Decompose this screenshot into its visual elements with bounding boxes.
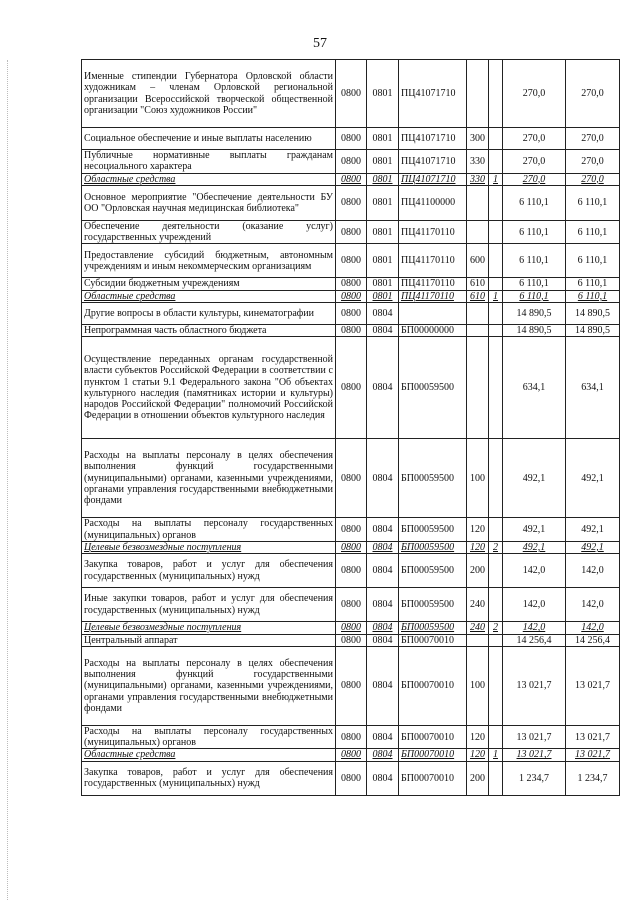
table-row <box>82 634 620 646</box>
table-row <box>82 185 620 220</box>
amount-year-1: 492,1 <box>503 541 566 553</box>
row-name: Непрограммная часть областного бюджета <box>82 325 336 337</box>
table-row <box>82 220 620 244</box>
margin-dotted-line <box>7 60 8 900</box>
razdel-code: 0800 <box>336 634 367 646</box>
row-name: Закупка товаров, работ и услуг для обеспечения государственных (муниципальных) нужд <box>82 554 336 588</box>
podrazdel-code: 0801 <box>367 220 399 244</box>
target-article: ПЦ41071710 <box>399 173 467 185</box>
razdel-code: 0800 <box>336 761 367 795</box>
funding-source <box>489 646 503 725</box>
razdel-code: 0800 <box>336 128 367 150</box>
row-name: Осуществление переданных органам государственной власти субъектов Российской Федерации в соответствии с пунктом 1 статьи 9.1 Федерального закона "Об объектах культурного наследия (памятниках истории и культуры) народов Российской Федерации" полномочий Российской Федерации в отношении объектов культурного наследия <box>82 337 336 439</box>
table-row <box>82 439 620 518</box>
target-article: ПЦ41170110 <box>399 220 467 244</box>
amount-year-2: 270,0 <box>566 128 620 150</box>
amount-year-1: 14 890,5 <box>503 303 566 325</box>
razdel-code: 0800 <box>336 725 367 749</box>
expense-type <box>467 634 489 646</box>
target-article: ПЦ41071710 <box>399 60 467 128</box>
target-article: БП00070010 <box>399 725 467 749</box>
row-name: Центральный аппарат <box>82 634 336 646</box>
amount-year-1: 6 110,1 <box>503 244 566 278</box>
target-article: БП00059500 <box>399 337 467 439</box>
razdel-code: 0800 <box>336 278 367 290</box>
podrazdel-code: 0804 <box>367 749 399 761</box>
row-name: Социальное обеспечение и иные выплаты населению <box>82 128 336 150</box>
amount-year-2: 6 110,1 <box>566 290 620 302</box>
razdel-code: 0800 <box>336 337 367 439</box>
podrazdel-code: 0804 <box>367 325 399 337</box>
target-article: ПЦ41170110 <box>399 244 467 278</box>
target-article: ПЦ41071710 <box>399 128 467 150</box>
expense-type: 300 <box>467 128 489 150</box>
razdel-code: 0800 <box>336 220 367 244</box>
amount-year-1: 142,0 <box>503 588 566 622</box>
amount-year-1: 6 110,1 <box>503 220 566 244</box>
expense-type: 120 <box>467 518 489 542</box>
target-article: БП00059500 <box>399 541 467 553</box>
amount-year-1: 492,1 <box>503 518 566 542</box>
podrazdel-code: 0804 <box>367 634 399 646</box>
table-row <box>82 278 620 290</box>
table-row <box>82 150 620 174</box>
row-name: Целевые безвозмездные поступления <box>82 622 336 634</box>
funding-source <box>489 150 503 174</box>
target-article: ПЦ41100000 <box>399 185 467 220</box>
amount-year-2: 492,1 <box>566 439 620 518</box>
funding-source <box>489 128 503 150</box>
razdel-code: 0800 <box>336 173 367 185</box>
amount-year-1: 6 110,1 <box>503 278 566 290</box>
target-article: БП00070010 <box>399 634 467 646</box>
row-name: Именные стипендии Губернатора Орловской области художникам – членам Орловской региональной организации Всероссийской творческой общественной организации "Союз художников России" <box>82 60 336 128</box>
table-row <box>82 128 620 150</box>
funding-source: 1 <box>489 290 503 302</box>
podrazdel-code: 0804 <box>367 725 399 749</box>
funding-source <box>489 220 503 244</box>
expense-type: 240 <box>467 588 489 622</box>
podrazdel-code: 0801 <box>367 128 399 150</box>
expense-type <box>467 185 489 220</box>
expense-type: 330 <box>467 173 489 185</box>
amount-year-1: 492,1 <box>503 439 566 518</box>
row-name: Основное мероприятие "Обеспечение деятельности БУ ОО "Орловская научная медицинская библиотека" <box>82 185 336 220</box>
target-article: ПЦ41170110 <box>399 278 467 290</box>
podrazdel-code: 0804 <box>367 646 399 725</box>
amount-year-2: 492,1 <box>566 541 620 553</box>
table-row <box>82 541 620 553</box>
amount-year-2: 270,0 <box>566 150 620 174</box>
funding-source <box>489 303 503 325</box>
funding-source: 2 <box>489 541 503 553</box>
amount-year-2: 492,1 <box>566 518 620 542</box>
funding-source <box>489 588 503 622</box>
expense-type: 200 <box>467 554 489 588</box>
amount-year-1: 14 890,5 <box>503 325 566 337</box>
funding-source <box>489 634 503 646</box>
row-name: Субсидии бюджетным учреждениям <box>82 278 336 290</box>
row-name: Публичные нормативные выплаты гражданам несоциального характера <box>82 150 336 174</box>
row-name: Расходы на выплаты персоналу государственных (муниципальных) органов <box>82 518 336 542</box>
razdel-code: 0800 <box>336 622 367 634</box>
expense-type <box>467 325 489 337</box>
expense-type: 600 <box>467 244 489 278</box>
razdel-code: 0800 <box>336 439 367 518</box>
razdel-code: 0800 <box>336 646 367 725</box>
amount-year-2: 634,1 <box>566 337 620 439</box>
expense-type: 120 <box>467 749 489 761</box>
expense-type: 100 <box>467 646 489 725</box>
table-row <box>82 518 620 542</box>
target-article: БП00070010 <box>399 646 467 725</box>
target-article: ПЦ41071710 <box>399 150 467 174</box>
podrazdel-code: 0804 <box>367 303 399 325</box>
amount-year-1: 270,0 <box>503 60 566 128</box>
amount-year-2: 270,0 <box>566 173 620 185</box>
funding-source <box>489 439 503 518</box>
amount-year-1: 634,1 <box>503 337 566 439</box>
razdel-code: 0800 <box>336 325 367 337</box>
expense-type: 120 <box>467 541 489 553</box>
target-article: БП00070010 <box>399 761 467 795</box>
expense-type: 330 <box>467 150 489 174</box>
expense-type: 610 <box>467 278 489 290</box>
podrazdel-code: 0804 <box>367 761 399 795</box>
amount-year-1: 142,0 <box>503 622 566 634</box>
row-name: Предоставление субсидий бюджетным, автономным учреждениям и иным некоммерческим организациям <box>82 244 336 278</box>
funding-source <box>489 337 503 439</box>
table-row <box>82 725 620 749</box>
table-row <box>82 588 620 622</box>
row-name: Областные средства <box>82 290 336 302</box>
expense-type <box>467 337 489 439</box>
podrazdel-code: 0801 <box>367 185 399 220</box>
razdel-code: 0800 <box>336 518 367 542</box>
row-name: Расходы на выплаты персоналу в целях обеспечения выполнения функций государственными (муниципальными) органами, казенными учреждениями, органами управления государственными внебюджетными фондами <box>82 439 336 518</box>
target-article: БП00000000 <box>399 325 467 337</box>
podrazdel-code: 0801 <box>367 278 399 290</box>
row-name: Расходы на выплаты персоналу государственных (муниципальных) органов <box>82 725 336 749</box>
table-row <box>82 244 620 278</box>
podrazdel-code: 0804 <box>367 588 399 622</box>
razdel-code: 0800 <box>336 303 367 325</box>
amount-year-2: 6 110,1 <box>566 220 620 244</box>
amount-year-1: 14 256,4 <box>503 634 566 646</box>
funding-source: 2 <box>489 622 503 634</box>
expense-type <box>467 60 489 128</box>
razdel-code: 0800 <box>336 185 367 220</box>
table-row <box>82 646 620 725</box>
table-row <box>82 290 620 302</box>
amount-year-1: 142,0 <box>503 554 566 588</box>
razdel-code: 0800 <box>336 541 367 553</box>
amount-year-1: 1 234,7 <box>503 761 566 795</box>
amount-year-1: 13 021,7 <box>503 725 566 749</box>
razdel-code: 0800 <box>336 749 367 761</box>
podrazdel-code: 0801 <box>367 150 399 174</box>
target-article <box>399 303 467 325</box>
expense-type <box>467 220 489 244</box>
amount-year-2: 14 890,5 <box>566 303 620 325</box>
podrazdel-code: 0801 <box>367 60 399 128</box>
amount-year-1: 13 021,7 <box>503 646 566 725</box>
budget-table-body <box>82 60 620 796</box>
expense-type: 120 <box>467 725 489 749</box>
row-name: Областные средства <box>82 749 336 761</box>
table-row <box>82 337 620 439</box>
table-row <box>82 303 620 325</box>
page-number: 57 <box>313 36 327 51</box>
target-article: БП00059500 <box>399 554 467 588</box>
funding-source: 1 <box>489 173 503 185</box>
row-name: Расходы на выплаты персоналу в целях обеспечения выполнения функций государственными (муниципальными) органами, казенными учреждениями, органами управления государственными внебюджетными фондами <box>82 646 336 725</box>
amount-year-1: 6 110,1 <box>503 185 566 220</box>
target-article: ПЦ41170110 <box>399 290 467 302</box>
podrazdel-code: 0804 <box>367 439 399 518</box>
podrazdel-code: 0801 <box>367 244 399 278</box>
amount-year-1: 270,0 <box>503 150 566 174</box>
amount-year-2: 14 256,4 <box>566 634 620 646</box>
row-name: Целевые безвозмездные поступления <box>82 541 336 553</box>
razdel-code: 0800 <box>336 60 367 128</box>
podrazdel-code: 0804 <box>367 518 399 542</box>
target-article: БП00059500 <box>399 622 467 634</box>
podrazdel-code: 0804 <box>367 554 399 588</box>
funding-source <box>489 725 503 749</box>
target-article: БП00059500 <box>399 439 467 518</box>
row-name: Иные закупки товаров, работ и услуг для обеспечения государственных (муниципальных) нужд <box>82 588 336 622</box>
table-row <box>82 173 620 185</box>
target-article: БП00059500 <box>399 518 467 542</box>
podrazdel-code: 0801 <box>367 290 399 302</box>
amount-year-1: 270,0 <box>503 128 566 150</box>
razdel-code: 0800 <box>336 554 367 588</box>
expense-type <box>467 303 489 325</box>
amount-year-2: 13 021,7 <box>566 749 620 761</box>
table-row <box>82 60 620 128</box>
funding-source <box>489 244 503 278</box>
row-name: Обеспечение деятельности (оказание услуг) государственных учреждений <box>82 220 336 244</box>
table-row <box>82 622 620 634</box>
amount-year-1: 13 021,7 <box>503 749 566 761</box>
table-row <box>82 554 620 588</box>
razdel-code: 0800 <box>336 290 367 302</box>
razdel-code: 0800 <box>336 588 367 622</box>
expense-type: 240 <box>467 622 489 634</box>
amount-year-2: 14 890,5 <box>566 325 620 337</box>
funding-source <box>489 761 503 795</box>
target-article: БП00059500 <box>399 588 467 622</box>
amount-year-1: 270,0 <box>503 173 566 185</box>
amount-year-2: 142,0 <box>566 588 620 622</box>
expense-type: 200 <box>467 761 489 795</box>
funding-source <box>489 278 503 290</box>
podrazdel-code: 0801 <box>367 173 399 185</box>
budget-table <box>81 59 620 796</box>
row-name: Закупка товаров, работ и услуг для обеспечения государственных (муниципальных) нужд <box>82 761 336 795</box>
amount-year-2: 142,0 <box>566 554 620 588</box>
amount-year-2: 13 021,7 <box>566 646 620 725</box>
amount-year-1: 6 110,1 <box>503 290 566 302</box>
table-row <box>82 761 620 795</box>
target-article: БП00070010 <box>399 749 467 761</box>
funding-source: 1 <box>489 749 503 761</box>
amount-year-2: 6 110,1 <box>566 244 620 278</box>
amount-year-2: 1 234,7 <box>566 761 620 795</box>
expense-type: 100 <box>467 439 489 518</box>
podrazdel-code: 0804 <box>367 622 399 634</box>
amount-year-2: 6 110,1 <box>566 278 620 290</box>
amount-year-2: 6 110,1 <box>566 185 620 220</box>
row-name: Другие вопросы в области культуры, кинематографии <box>82 303 336 325</box>
razdel-code: 0800 <box>336 150 367 174</box>
row-name: Областные средства <box>82 173 336 185</box>
table-row <box>82 749 620 761</box>
amount-year-2: 270,0 <box>566 60 620 128</box>
funding-source <box>489 185 503 220</box>
amount-year-2: 142,0 <box>566 622 620 634</box>
table-row <box>82 325 620 337</box>
funding-source <box>489 518 503 542</box>
podrazdel-code: 0804 <box>367 337 399 439</box>
expense-type: 610 <box>467 290 489 302</box>
funding-source <box>489 60 503 128</box>
podrazdel-code: 0804 <box>367 541 399 553</box>
razdel-code: 0800 <box>336 244 367 278</box>
amount-year-2: 13 021,7 <box>566 725 620 749</box>
funding-source <box>489 554 503 588</box>
funding-source <box>489 325 503 337</box>
